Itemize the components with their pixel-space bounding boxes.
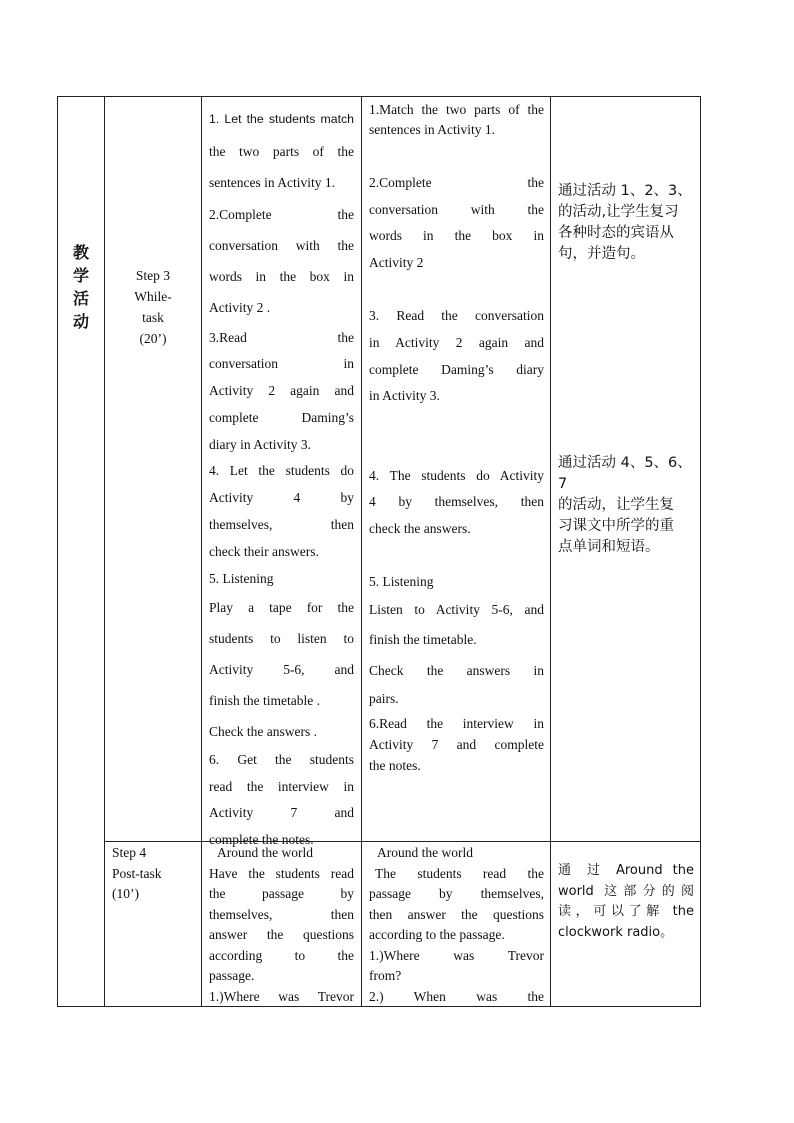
teacher-activity-5-title: 5. Listening [209,571,274,587]
teacher-activity-1: 1. Let the students match the two parts of the sentences in Activity 1. [209,112,354,190]
section-label-char: 教 [72,243,89,262]
student-activity-3: 3. Read the conversation in Activity 2 again and complete Daming’s diary in Activity 3. [369,308,544,404]
column-divider [104,97,105,1006]
row-divider [104,841,700,842]
step3-purpose-1: 通过活动 1、2、3、 的活动,让学生复习 各种时态的宾语从 句，并造句。 [558,183,692,262]
section-label [58,241,104,333]
student-activity-check: Check the answers in pairs. [369,663,544,707]
teacher-activity-5: Play a tape for the students to listen to Activity 5-6, and finish the timetable . [209,600,354,709]
student-activity-1: 1.Match the two parts of the sentences in Activity 1. [369,102,544,137]
column-divider [361,97,362,1006]
step3-label: Step 3 While- task (20’) [134,268,172,346]
step4-student-activity: Around the world The students read the passage by themselves, then answer the questions according to the passage. 1.)Where was Trevor from? 2.) When was the [369,845,544,1004]
step4-teacher-activity: Around the world Have the students read the passage by themselves, then answer the questions according to the passage. 1.)Where was Trevor [209,845,354,1004]
step4-label: Step 4 Post-task (10’) [112,845,162,901]
lesson-plan-table [57,96,701,1007]
section-label-char: 动 [72,312,89,331]
student-activity-5-title: 5. Listening [369,574,434,590]
teacher-activity-check: Check the answers . [209,724,317,740]
column-divider [201,97,202,1006]
step3-teacher-activities [209,104,354,853]
step4-purpose: 通 过 Around the world 这部分的阅 读，可以了解 the clockwork radio。 [558,863,694,940]
section-label-char: 活 [72,289,89,308]
section-label-char: 学 [72,266,89,285]
teacher-activity-4: 4. Let the students do Activity 4 by themselves, then check their answers. [209,463,354,559]
section-label-cell [58,97,104,1006]
student-activity-6: 6.Read the interview in Activity 7 and complete the notes. [369,716,544,774]
teacher-activity-3: 3.Read the conversation in Activity 2 again and complete Daming’s diary in Activity 3. [209,329,354,452]
student-activity-2: 2.Complete the conversation with the words in the box in Activity 2 [369,175,544,270]
teacher-activity-2: 2.Complete the conversation with the words in the box in Activity 2 . [209,206,354,315]
step3-student-activities [369,100,544,776]
step3-purpose-2: 通过活动 4、5、6、7 的活动，让学生复 习课文中所学的重 点单词和短语。 [558,455,692,555]
teacher-activity-6: 6. Get the students read the interview in Activity 7 and complete the notes. [209,752,354,847]
student-activity-5: Listen to Activity 5-6, and finish the timetable. [369,602,544,648]
column-divider [550,97,551,1006]
student-activity-4: 4. The students do Activity 4 by themselves, then check the answers. [369,467,544,536]
